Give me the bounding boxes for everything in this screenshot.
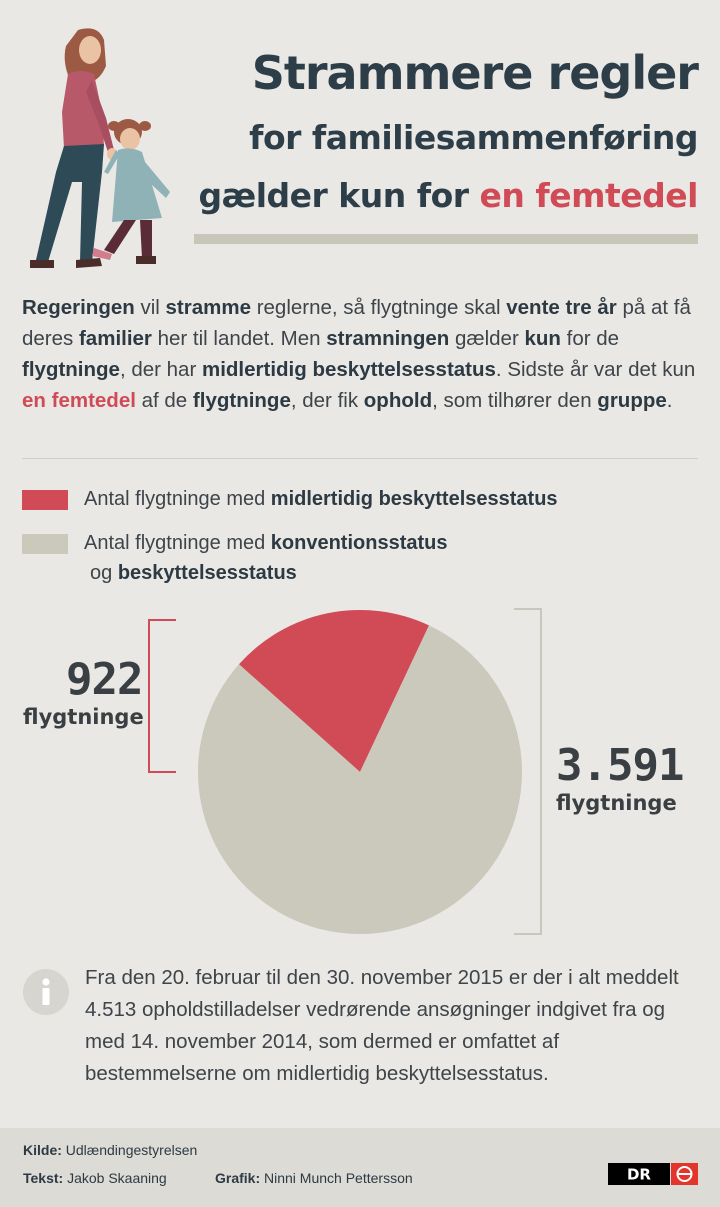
intro-segment: stramningen	[326, 327, 450, 350]
intro-segment: , der har	[119, 358, 202, 381]
intro-segment: en femtedel	[22, 389, 136, 412]
slice-2-value: 3.591	[556, 740, 684, 791]
bracket-convention	[514, 609, 541, 934]
legend-2-bold-2: beskyttelsesstatus	[117, 562, 297, 584]
legend-swatch-convention	[22, 534, 68, 554]
intro-segment: vil	[134, 296, 166, 319]
intro-segment: . Sidste år var det kun	[495, 358, 696, 381]
title-line-3	[199, 176, 698, 215]
text-label: Tekst:	[23, 1170, 64, 1186]
intro-segment: vente tre år	[506, 296, 617, 319]
intro-segment: familier	[78, 327, 152, 350]
intro-segment: gælder	[449, 327, 525, 350]
legend-swatch-temporary	[22, 490, 68, 510]
source-credit	[23, 1142, 197, 1158]
text-value: Jakob Skaaning	[67, 1170, 167, 1186]
intro-segment: , som tilhører den	[432, 389, 598, 412]
intro-segment: ophold	[363, 389, 433, 412]
source-label: Kilde:	[23, 1142, 62, 1158]
mother-child-illustration	[20, 22, 190, 280]
graphic-value: Ninni Munch Pettersson	[264, 1170, 413, 1186]
title-underline	[194, 234, 698, 244]
pie-slice-2	[198, 625, 522, 934]
intro-segment: flygtninge	[192, 389, 291, 412]
legend-2-mid: og	[90, 562, 118, 584]
text-credit	[23, 1170, 167, 1186]
slice-1-value: 922	[66, 654, 143, 705]
info-note: Fra den 20. februar til den 30. november 2015 er der i alt meddelt 4.513 opholdstilladelser vedrørende ansøgninger indgivet fra og med 14. november 2014, som dermed er omfattet af bestemmelserne om midlertidig beskyttelsesstatus.	[85, 966, 679, 1085]
legend-item-temporary	[84, 484, 684, 514]
intro-segment: , der fik	[290, 389, 364, 412]
dr-logo	[608, 1163, 698, 1185]
info-icon	[23, 969, 69, 1015]
pie-slice-1	[239, 610, 429, 772]
intro-segment: for de	[560, 327, 620, 350]
slice-2-unit: flygtninge	[556, 791, 677, 815]
intro-paragraph	[22, 292, 704, 416]
legend-item-convention	[84, 528, 644, 588]
intro-segment: gruppe	[597, 389, 667, 412]
legend-1-bold: midlertidig beskyttelsesstatus	[270, 488, 558, 510]
source-value: Udlændingestyrelsen	[65, 1142, 198, 1158]
intro-segment: flygtninge	[22, 358, 120, 381]
title-line-1: Strammere regler	[251, 46, 698, 100]
title-line-3-prefix: gælder kun for	[198, 176, 480, 215]
intro-segment: midlertidig beskyttelsesstatus	[201, 358, 496, 381]
bracket-temporary	[149, 620, 176, 772]
graphic-credit	[215, 1170, 413, 1186]
slice-1-unit: flygtninge	[23, 705, 144, 729]
legend-1-prefix: Antal flygtninge med	[84, 488, 271, 510]
intro-segment: stramme	[165, 296, 251, 319]
intro-segment: af de	[135, 389, 193, 412]
graphic-label: Grafik:	[215, 1170, 261, 1186]
intro-segment: Regeringen	[22, 296, 135, 319]
intro-segment: .	[666, 389, 673, 412]
legend-2-bold-1: konventionsstatus	[270, 532, 448, 554]
title-line-2: for familiesammenføring	[249, 118, 698, 157]
intro-segment: her til landet. Men	[151, 327, 327, 350]
intro-segment: kun	[524, 327, 561, 350]
legend-2-prefix: Antal flygtninge med	[84, 532, 271, 554]
dr-logo-text: DR	[626, 1165, 652, 1184]
title-accent: en femtedel	[479, 176, 698, 215]
intro-segment: på at få deres	[22, 296, 691, 350]
intro-segment: reglerne, så flygtninge skal	[251, 296, 507, 319]
divider	[22, 458, 698, 459]
